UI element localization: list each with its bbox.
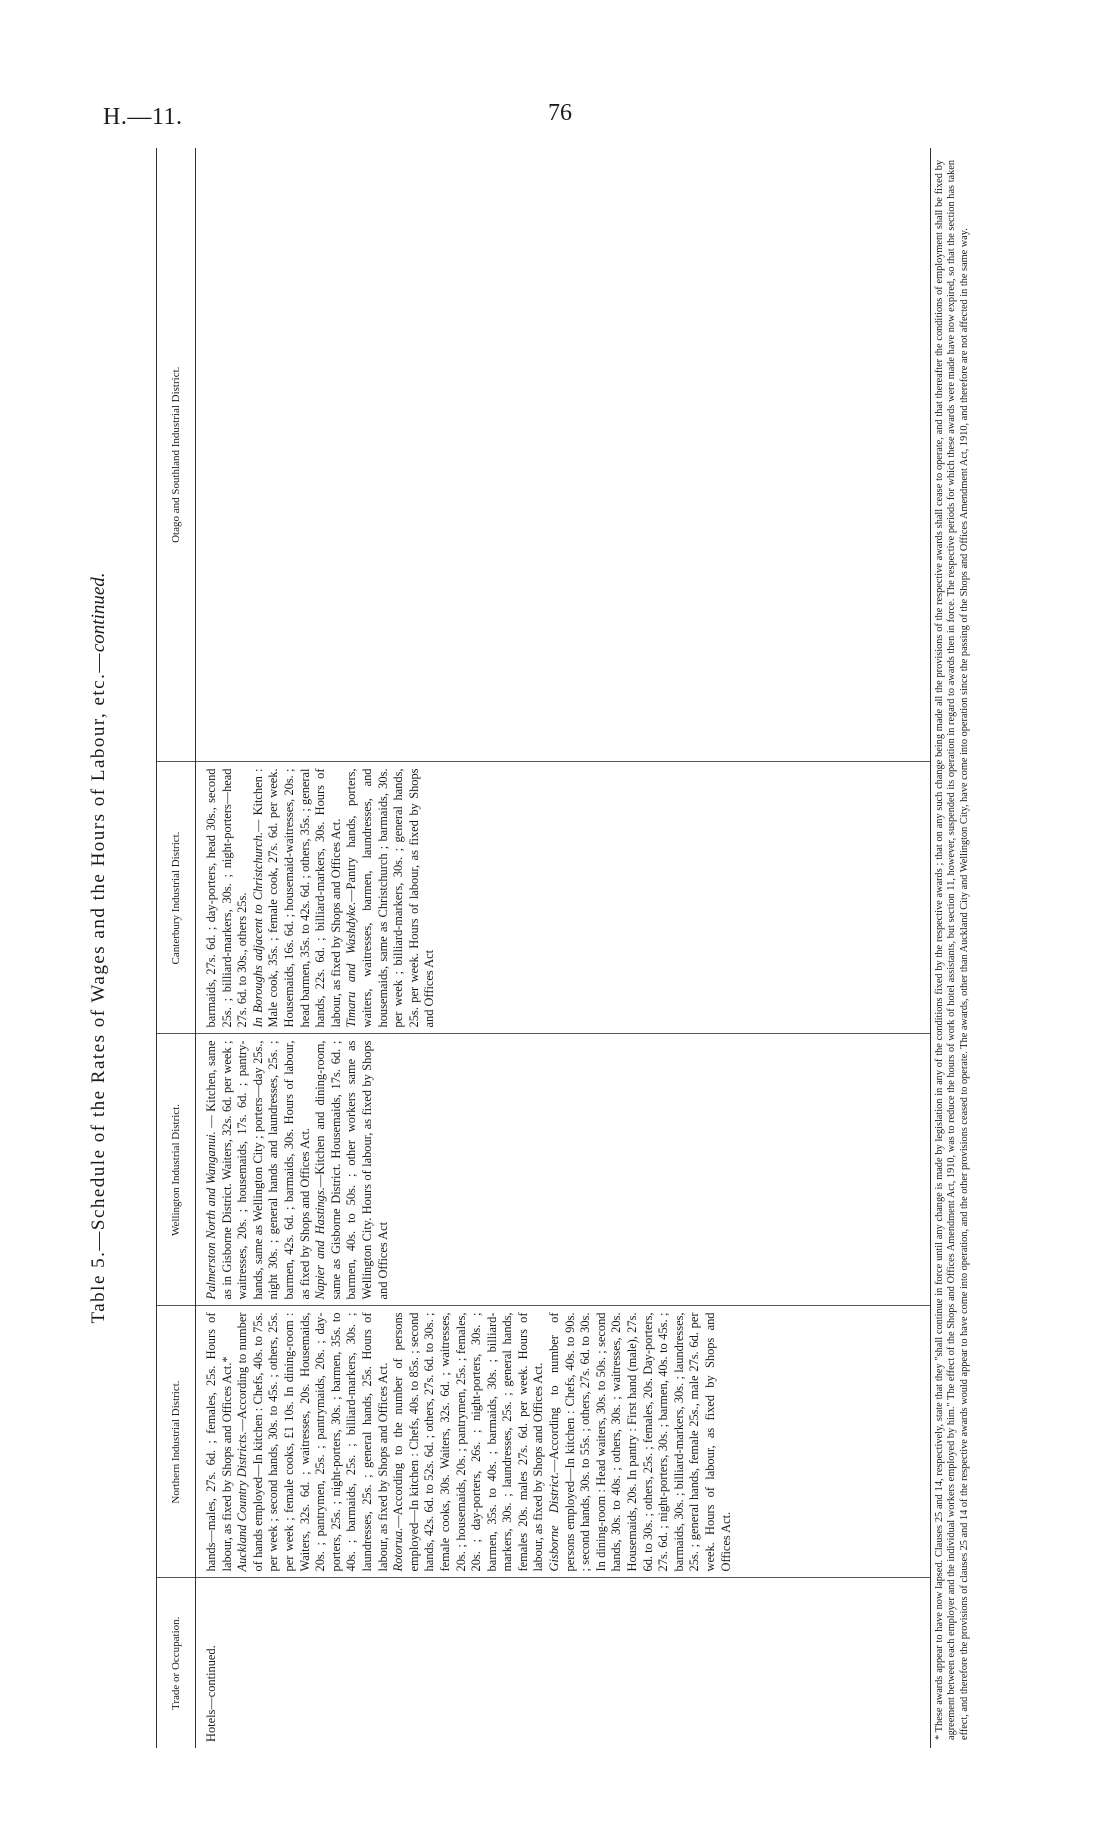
canterbury-entry [251,769,345,1028]
column-header-otago: Otago and Southland Industrial District. [157,148,196,762]
cell-northern [196,1306,931,1578]
column-header-wellington: Wellington Industrial District. [157,1034,196,1306]
entry-text: —According to the number of persons employed—In kitchen : Chefs, 40s. to 85s. ; second hands, 42s. 6d. to 52s. 6d. ; others, 27s. 6d. to 30s. ; female cooks, 30s. Waiters, 32s. 6d. ; waitresses, 20s. ; housemaids, 20s. ; pantrymen, 25s. ; females, 20s. ; day-porters, 26s. ; night-porters, 30s. ; barmen, 35s. to 40s. ; barmaids, 30s. ; billiard-markers, 30s. ; laundresses, 25s. ; general hands, females 20s. males 27s. 6d. per week. Hours of labour, as fixed by Shops and Offices Act. [391,1312,546,1572]
column-header-northern: Northern Industrial District. [157,1306,196,1578]
trade-name: Hotels—continued. [204,1645,218,1742]
northern-entry [391,1313,547,1572]
entry-text: — Kitchen : Male cook, 35s. ; female cook, 27s. 6d. per week. Housemaids, 16s. 6d. ; housemaid-waitresses, 20s. ; head barmen, 35s. to 42s. 6d. ; others, 35s. ; general hands, 22s. 6d. ; billiard-markers, 30s. Hours of labour, as fixed by Shops and Offices Act. [250,768,343,1028]
rotated-table-page [88,148,988,1748]
column-header-canterbury: Canterbury Industrial District. [157,762,196,1034]
district-name: Palmerston North and Wanganui. [204,1131,218,1300]
entry-text: barmaids, 27s. 6d. ; day-porters, head 30s., second 25s. ; billiard-markers, 30s. ; night-porters—head 27s. 6d. to 30s., others 25s. [204,768,250,1028]
northern-entry [547,1313,734,1572]
parliamentary-paper-number: H.—11. [103,104,183,130]
page-header [0,0,1114,140]
table-title [88,148,110,1748]
district-name: Gisborne District. [547,1472,562,1572]
cell-canterbury [196,762,931,1034]
footnote: * These awards appear to have now lapsed. Clauses 25 and 14, respectively, state that they "shall continue in force until any change is made by legislation in any of the conditions fixed by the respective awards ; that on any such change being made all the provisions of the respective awards shall cease to operate, and that thereafter the conditions of employment shall be fixed by agreement between each employer and the individual workers employed by him." The effect of the Shops and Offices Amendment Act, 1910, was to reduce the hours of work of hotel assistants, but section 11, however, suspended its operation in regard to awards then in force. The respective periods for which these awards were made have now expired, so that the section has taken effect, and therefore the provisions of clauses 25 and 14 of the respective awards would appear to have come into operation, and the other provisions ceased to operate. The awards, other than Auckland City and Wellington City, have come into operation since the passing of the Shops and Offices Amendment Act, 1910, and therefore are not affected in the same way. [934,160,970,1740]
page-number: 76 [548,100,572,126]
entry-text: —According to number of persons employed—In kitchen : Chefs, 40s. to 90s. ; second hands, 30s. to 55s. ; others, 27s. 6d. to 30s. In dining-room : Head waiters, 30s. to 50s. ; second hands, 30s. to 40s. ; others, 30s. ; waitresses, 20s. Housemaids, 20s. In pantry : First hand (male), 27s. 6d. to 30s. ; others, 25s. ; females, 20s. Day-porters, 27s. 6d. ; night-porters, 30s. ; barmen, 40s. to 45s. ; barmaids, 30s. ; billiard-markers, 30s. ; laundresses, 25s. ; general hands, female 25s., male 27s. 6d. per week. Hours of labour, as fixed by Shops and Offices Act. [547,1312,733,1572]
table-title-main: Table 5.—Schedule of the Rates of Wages and the Hours of Labour, etc.— [88,652,109,1324]
canterbury-entry [344,769,438,1028]
cell-trade [196,1578,931,1748]
district-name: In Boroughs adjacent to Christchurch. [250,832,265,1028]
entry-text: —According to number of hands employed—In kitchen : Chefs, 40s. to 75s. per week ; second hands, 30s. to 45s. ; others, 25s. per week ; female cooks, £1 10s. In dining-room : Waiters, 32s. 6d. ; waitresses, 20s. Housemaids, 20s. ; pantrymen, 25s. ; pantrymaids, 20s. ; day-porters, 25s. ; night-porters, 30s. ; barmen, 35s. to 40s. ; barmaids, 25s. ; billiard-markers, 30s. ; laundresses, 25s. ; general hands, 25s. Hours of labour, as fixed by Shops and Offices Act. [235,1312,390,1572]
wellington-entry [313,1041,391,1300]
district-name: Napier and Hastings. [313,1187,328,1300]
entry-text: — Kitchen, same as in Gisborne District. Waiters, 32s. 6d. per week ; waitresses, 20s. ; housemaids, 17s. 6d. ; pantry-hands, same as Wellington City ; porters—day 25s., night 30s. ; general hands and laundresses, 25s. ; barmen, 42s. 6d. ; barmaids, 30s. Hours of labour, as fixed by Shops and Offices Act. [204,1040,312,1300]
northern-entry [235,1313,391,1572]
northern-entry [204,1313,235,1572]
district-name: Timaru and Washdyke. [344,901,359,1028]
wage-schedule-table [156,148,931,1748]
table-title-continued: continued. [88,572,109,653]
cell-otago [196,148,931,762]
canterbury-entry [204,769,251,1028]
column-header-trade: Trade or Occupation. [157,1578,196,1748]
table-row-hotels [196,148,931,1748]
district-name: Auckland Country Districts. [235,1431,250,1572]
table-header-row [157,148,196,1748]
entry-text: —Pantry hands, porters, waiters, waitresses, barmen, laundresses, and housemaids, same as Christchurch ; barmaids, 30s. per week ; billiard-markers, 30s. ; general hands, 25s. per week. Hours of labour, as fixed by Shops and Offices Act [344,768,437,1028]
entry-text: hands—males, 27s. 6d. ; females, 25s. Hours of labour, as fixed by Shops and Offices Act.* [204,1312,234,1572]
wellington-entry [204,1041,313,1300]
entry-text: —Kitchen and dining-room, same as Gisborne District. Housemaids, 17s. 6d. ; barmen, 40s. to 50s. ; other workers same as Wellington City. Hours of labour, as fixed by Shops and Offices Act [313,1040,390,1300]
cell-wellington [196,1034,931,1306]
district-name: Rotorua. [391,1527,406,1572]
